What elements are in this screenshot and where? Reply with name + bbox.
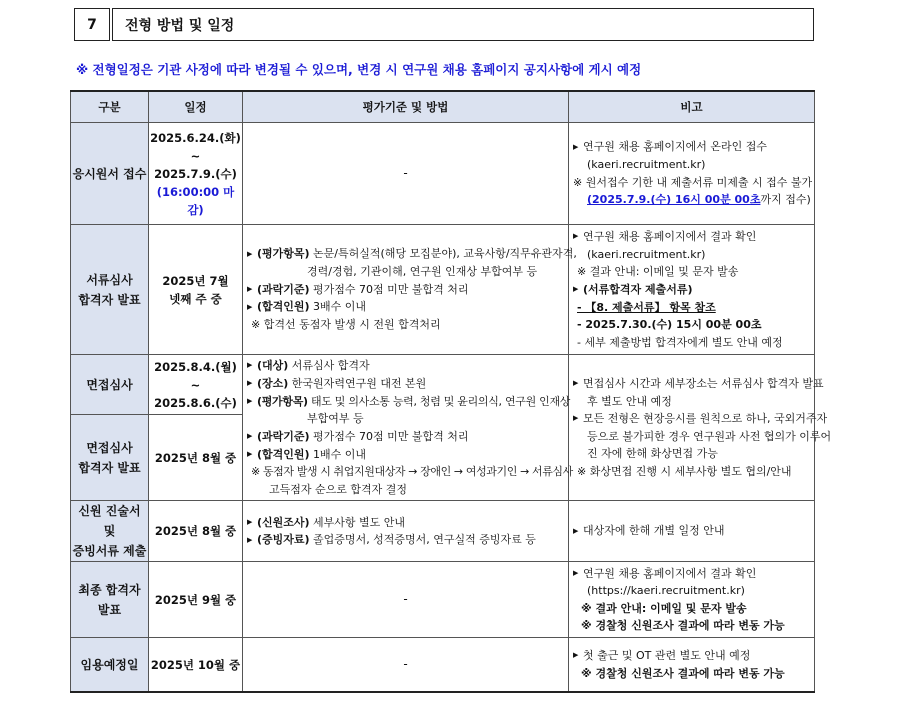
schedule-cell: 2025년 8월 중 (149, 415, 243, 501)
bullet-icon: ▶ (573, 379, 579, 388)
schedule-cell: 2025년 7월 넷째 주 중 (149, 225, 243, 355)
deadline-link: (2025.7.9.(수) 16시 00분 00초 (587, 193, 761, 207)
remarks-cell: ▶ 연구원 채용 홈페이지에서 결과 확인 (kaeri.recruitment.kr) ※ 결과 안내: 이메일 및 문자 발송 ▶ (서류합격자 제출서류) - 【8. 제출서류】 항목 참조 - 2025.7.30.(수) 15시 00분 00초 - 세부 제출방법 합격자에게 별도 안내 예정 (569, 225, 815, 355)
bullet-icon: ▶ (573, 142, 579, 151)
bullet-icon: ▶ (573, 232, 579, 241)
category-cell: 면접심사 (71, 355, 149, 415)
criteria-cell: ▶ (신원조사) 세부사항 별도 안내 ▶ (증빙자료) 졸업증명서, 성적증명서, 연구실적 증빙자료 등 (243, 501, 569, 562)
criteria-cell: ▶ (평가항목) 논문/특허실적(해당 모집분야), 교육사항/직무유관자격, 경력/경험, 기관이해, 연구원 인재상 부합여부 등 ▶ (과락기준) 평가점수 70점 미만 불합격 처리 ▶ (합격인원) 3배수 이내 ※ 합격선 동점자 발생 시 전원 합격처리 (243, 225, 569, 355)
remarks-cell: ▶ 대상자에 한해 개별 일정 안내 (569, 501, 815, 562)
category-cell: 면접심사 합격자 발표 (71, 415, 149, 501)
schedule-notice: ※ 전형일정은 기관 사정에 따라 변경될 수 있으며, 변경 시 연구원 채용 홈페이지 공지사항에 게시 예정 (76, 62, 642, 77)
bullet-icon: ▶ (247, 517, 253, 526)
bullet-icon: ▶ (573, 568, 579, 577)
bullet-icon: ▶ (247, 432, 253, 440)
section-number: 7 (74, 8, 110, 41)
bullet-icon: ▶ (247, 284, 253, 293)
header-remarks: 비고 (569, 91, 815, 123)
criteria-cell: - (243, 562, 569, 638)
section-title: 전형 방법 및 일정 (112, 8, 814, 41)
category-cell: 임용예정일 (71, 638, 149, 692)
criteria-cell: ▶ (대상) 서류심사 합격자 ▶ (장소) 한국원자력연구원 대전 본원 ▶ (평가항목) 태도 및 의사소통 능력, 청렴 및 윤리의식, 연구원 인재상 부합여부 등 ▶ (과락기준) 평가점수 70점 미만 불합격 처리 ▶ (합격인원) 1배수 이내 ※ 동점자 발생 시 취업지원대상자 → 장애인 → 여성과기인 → 서류심사 고득점자 순으로 합격자 결정 (243, 355, 569, 501)
bullet-icon: ▶ (247, 361, 253, 370)
criteria-cell: - (243, 123, 569, 225)
header-criteria: 평가기준 및 방법 (243, 91, 569, 123)
table-row-apply (71, 123, 815, 225)
schedule-cell: 2025년 10월 중 (149, 638, 243, 692)
table-row-appointment (71, 638, 815, 692)
schedule-cell: 2025년 8월 중 (149, 501, 243, 562)
bullet-icon: ▶ (573, 414, 579, 423)
schedule-cell: 2025.6.24.(화) ~ 2025.7.9.(수) (16:00:00 마감) (149, 123, 243, 225)
bullet-icon: ▶ (573, 526, 579, 535)
category-cell: 최종 합격자 발표 (71, 562, 149, 638)
table-row-interview (71, 355, 815, 415)
category-cell: 신원 진술서 및 증빙서류 제출 (71, 501, 149, 562)
bullet-icon: ▶ (247, 302, 253, 311)
table-row-document-result (71, 225, 815, 355)
table-row-final-result (71, 562, 815, 638)
category-cell: 서류심사 합격자 발표 (71, 225, 149, 355)
schedule-table (70, 90, 832, 693)
schedule-cell: 2025.8.4.(월) ~ 2025.8.6.(수) (149, 355, 243, 415)
criteria-cell: - (243, 638, 569, 692)
remarks-cell: ▶ 연구원 채용 홈페이지에서 온라인 접수 (kaeri.recruitment.kr) ※ 원서접수 기한 내 제출서류 미제출 시 접수 불가 (2025.7.9.(수) 16시 00분 00초까지 접수) (569, 123, 815, 225)
header-schedule: 일정 (149, 91, 243, 123)
bullet-icon: ▶ (573, 285, 579, 293)
bullet-icon: ▶ (247, 449, 253, 458)
bullet-icon: ▶ (247, 396, 253, 405)
remarks-cell: ▶ 첫 출근 및 OT 관련 별도 안내 예정 ※ 경찰청 신원조사 결과에 따라 변동 가능 (569, 638, 815, 692)
bullet-icon: ▶ (247, 379, 253, 387)
remarks-cell: ▶ 연구원 채용 홈페이지에서 결과 확인 (https://kaeri.recruitment.kr) ※ 결과 안내: 이메일 및 문자 발송 ※ 경찰청 신원조사 결과에 따라 변동 가능 (569, 562, 815, 638)
bullet-icon: ▶ (247, 535, 253, 544)
table-row-background-check (71, 501, 815, 562)
category-cell: 응시원서 접수 (71, 123, 149, 225)
bullet-icon: ▶ (247, 249, 253, 258)
schedule-cell: 2025년 9월 중 (149, 562, 243, 638)
remarks-cell: ▶ 면접심사 시간과 세부장소는 서류심사 합격자 발표 후 별도 안내 예정 ▶ 모든 전형은 현장응시를 원칙으로 하나, 국외거주자 등으로 불가피한 경우 연구원과 사전 협의가 이루어 진 자에 한해 화상면접 가능 ※ 화상면접 진행 시 세부사항 별도 협의/안내 (569, 355, 815, 501)
table-header-row (71, 91, 815, 123)
header-category: 구분 (71, 91, 149, 123)
bullet-icon: ▶ (573, 651, 579, 660)
